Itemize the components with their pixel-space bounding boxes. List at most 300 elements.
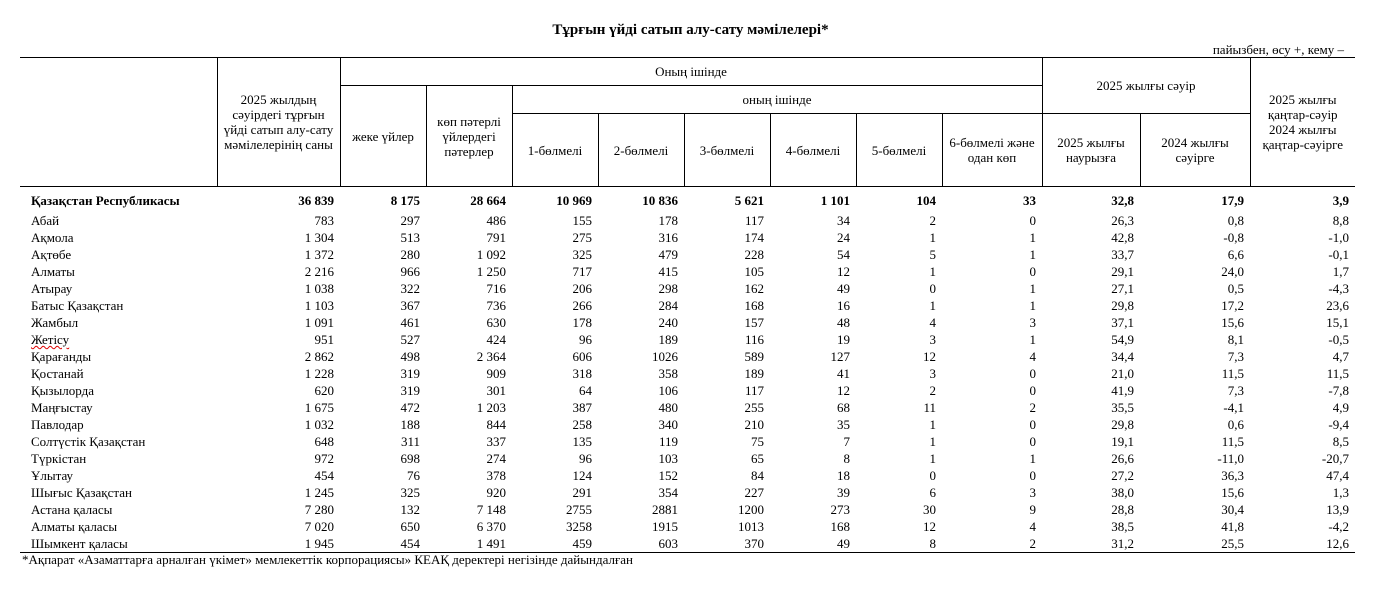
region-name — [20, 331, 217, 348]
rooms-6plus: 4 — [1029, 519, 1036, 534]
private-houses: 367 — [400, 298, 420, 313]
rooms-5: 12 — [923, 349, 936, 364]
apartments: 630 — [486, 315, 506, 330]
vs-april-2024: 30,4 — [1221, 502, 1244, 517]
rooms-1: 124 — [572, 468, 592, 483]
table-row — [20, 331, 1355, 348]
apartments: 909 — [486, 366, 506, 381]
total-count: 1 304 — [304, 230, 334, 245]
rooms-1: 606 — [572, 349, 592, 364]
rooms-2: 340 — [658, 417, 678, 432]
rooms-3: 162 — [744, 281, 764, 296]
rooms-4: 127 — [830, 349, 850, 364]
rooms-3: 168 — [744, 298, 764, 313]
region-name: Шығыс Қазақстан — [31, 485, 132, 500]
total-count: 2 216 — [304, 264, 334, 279]
vs-april-2024: 15,6 — [1221, 485, 1244, 500]
transactions-table — [20, 57, 1355, 553]
header-rooms-2: 2-бөлмелі — [598, 114, 684, 187]
rooms-3: 1013 — [738, 519, 764, 534]
header-apartments: көп пәтерлі үйлердегі пәтерлер — [426, 86, 512, 187]
rooms-2: 316 — [658, 230, 678, 245]
total-count: 1 675 — [304, 400, 334, 415]
private-houses: 132 — [400, 502, 420, 517]
private-houses: 297 — [400, 213, 420, 228]
vs-april-2024: 11,5 — [1221, 434, 1244, 449]
rooms-4: 48 — [837, 315, 850, 330]
vs-march-2025: 32,8 — [1111, 193, 1134, 208]
apartments: 2 364 — [476, 349, 506, 364]
rooms-4: 68 — [837, 400, 850, 415]
rooms-6plus: 9 — [1029, 502, 1036, 517]
region-name: Ұлытау — [31, 468, 74, 483]
rooms-4: 8 — [843, 451, 850, 466]
table-row — [20, 467, 1355, 484]
ytd-change: -20,7 — [1321, 451, 1349, 466]
private-houses: 698 — [400, 451, 420, 466]
ytd-change: 8,5 — [1332, 434, 1349, 449]
rooms-1: 318 — [572, 366, 592, 381]
rooms-2: 479 — [658, 247, 678, 262]
vs-april-2024: 36,3 — [1221, 468, 1244, 483]
table-row — [20, 263, 1355, 280]
total-count: 972 — [314, 451, 334, 466]
total-count: 951 — [314, 332, 334, 347]
rooms-6plus: 0 — [1029, 366, 1036, 381]
rooms-3: 105 — [744, 264, 764, 279]
rooms-4: 12 — [837, 264, 850, 279]
rooms-6plus: 1 — [1029, 332, 1036, 347]
apartments: 716 — [486, 281, 506, 296]
rooms-3: 1200 — [738, 502, 764, 517]
total-count: 620 — [314, 383, 334, 398]
private-houses: 311 — [400, 434, 420, 449]
vs-april-2024: 17,9 — [1221, 193, 1244, 208]
total-count: 648 — [314, 434, 334, 449]
ytd-change: 3,9 — [1332, 193, 1349, 208]
rooms-4: 12 — [837, 383, 850, 398]
table-row — [20, 314, 1355, 331]
table-row — [20, 365, 1355, 382]
apartments: 844 — [486, 417, 506, 432]
vs-april-2024: -0,8 — [1223, 230, 1244, 245]
table-row — [20, 297, 1355, 314]
rooms-6plus: 0 — [1029, 264, 1036, 279]
rooms-6plus: 0 — [1029, 383, 1036, 398]
rooms-2: 354 — [658, 485, 678, 500]
vs-april-2024: 6,6 — [1227, 247, 1244, 262]
region-name: Атырау — [31, 281, 73, 296]
rooms-4: 41 — [837, 366, 850, 381]
total-count: 7 020 — [304, 519, 334, 534]
rooms-2: 10 836 — [642, 193, 678, 208]
rooms-5: 5 — [929, 247, 936, 262]
table-row — [20, 212, 1355, 229]
rooms-4: 7 — [843, 434, 850, 449]
private-houses: 527 — [400, 332, 420, 347]
ytd-change: 15,1 — [1326, 315, 1349, 330]
rooms-1: 64 — [579, 383, 592, 398]
rooms-6plus: 0 — [1029, 434, 1036, 449]
region-name: Ақмола — [31, 230, 74, 245]
rooms-1: 135 — [572, 434, 592, 449]
header-of-which-sub: оның ішінде — [512, 86, 1042, 114]
rooms-1: 387 — [572, 400, 592, 415]
header-of-which: Оның ішінде — [340, 58, 1042, 86]
rooms-1: 96 — [579, 451, 592, 466]
rooms-5: 1 — [929, 417, 936, 432]
rooms-3: 84 — [751, 468, 764, 483]
rooms-1: 258 — [572, 417, 592, 432]
rooms-3: 157 — [744, 315, 764, 330]
rooms-1: 291 — [572, 485, 592, 500]
vs-april-2024: 8,1 — [1227, 332, 1244, 347]
rooms-6plus: 3 — [1029, 315, 1036, 330]
rooms-3: 189 — [744, 366, 764, 381]
apartments: 736 — [486, 298, 506, 313]
ytd-change: 23,6 — [1326, 298, 1349, 313]
total-count: 1 245 — [304, 485, 334, 500]
vs-march-2025: 26,3 — [1111, 213, 1134, 228]
region-name: Маңғыстау — [31, 400, 93, 415]
total-count: 454 — [314, 468, 334, 483]
rooms-2: 1026 — [652, 349, 678, 364]
vs-april-2024: 0,5 — [1227, 281, 1244, 296]
vs-april-2024: 24,0 — [1221, 264, 1244, 279]
rooms-3: 210 — [744, 417, 764, 432]
rooms-4: 34 — [837, 213, 850, 228]
region-name: Астана қаласы — [31, 502, 113, 517]
rooms-5: 1 — [929, 298, 936, 313]
rooms-4: 35 — [837, 417, 850, 432]
region-name: Абай — [31, 213, 60, 228]
vs-march-2025: 42,8 — [1111, 230, 1134, 245]
rooms-6plus: 1 — [1029, 247, 1036, 262]
rooms-5: 11 — [923, 400, 936, 415]
region-name: Павлодар — [31, 417, 84, 432]
rooms-5: 104 — [916, 193, 936, 208]
vs-april-2024: 7,3 — [1227, 383, 1244, 398]
total-count: 1 228 — [304, 366, 334, 381]
rooms-5: 1 — [929, 230, 936, 245]
rooms-5: 8 — [856, 535, 942, 553]
footnote: *Ақпарат «Азаматтарға арналған үкімет» мемлекеттік корпорациясы» КЕАҚ деректері негізінде дайындалған — [22, 552, 633, 567]
vs-april-2024: 7,3 — [1227, 349, 1244, 364]
rooms-1: 275 — [572, 230, 592, 245]
rooms-1: 325 — [572, 247, 592, 262]
rooms-5: 2 — [929, 213, 936, 228]
ytd-change: -7,8 — [1328, 383, 1349, 398]
rooms-1: 10 969 — [556, 193, 592, 208]
table-row — [20, 399, 1355, 416]
region-name: Жамбыл — [31, 315, 79, 330]
apartments: 920 — [486, 485, 506, 500]
rooms-1: 206 — [572, 281, 592, 296]
header-rooms-3: 3-бөлмелі — [684, 114, 770, 187]
region-name: Қарағанды — [31, 349, 92, 364]
vs-april-2024: 0,8 — [1227, 213, 1244, 228]
rooms-3: 117 — [744, 383, 764, 398]
vs-march-2025: 29,8 — [1111, 298, 1134, 313]
vs-march-2025: 19,1 — [1111, 434, 1134, 449]
rooms-5: 1 — [929, 264, 936, 279]
header-ytd: 2025 жылғы қаңтар-сәуір 2024 жылғы қаңтар-сәуірге — [1250, 58, 1355, 187]
vs-march-2025: 34,4 — [1111, 349, 1134, 364]
rooms-6plus: 0 — [1029, 468, 1036, 483]
ytd-change: -9,4 — [1328, 417, 1349, 432]
rooms-2: 415 — [658, 264, 678, 279]
table-row — [20, 433, 1355, 450]
private-houses: 650 — [400, 519, 420, 534]
apartments: 1 092 — [476, 247, 506, 262]
region-name: Қызылорда — [31, 383, 94, 398]
ytd-change: 4,9 — [1332, 400, 1349, 415]
vs-april-2024: 25,5 — [1140, 535, 1250, 553]
ytd-change: -1,0 — [1328, 230, 1349, 245]
private-houses: 8 175 — [390, 193, 420, 208]
rooms-2: 240 — [658, 315, 678, 330]
rooms-6plus: 3 — [1029, 485, 1036, 500]
vs-april-2024: 11,5 — [1221, 366, 1244, 381]
rooms-6plus: 0 — [1029, 417, 1036, 432]
rooms-6plus: 4 — [1029, 349, 1036, 364]
rooms-3: 174 — [744, 230, 764, 245]
units-note: пайызбен, өсу +, кему – — [1212, 42, 1344, 57]
header-rooms-6plus: 6-бөлмелі және одан көп — [942, 114, 1042, 187]
region-name: Ақтөбе — [31, 247, 72, 262]
vs-march-2025: 21,0 — [1111, 366, 1134, 381]
rooms-5: 0 — [929, 468, 936, 483]
private-houses: 319 — [400, 366, 420, 381]
rooms-3: 228 — [744, 247, 764, 262]
rooms-2: 119 — [658, 434, 678, 449]
private-houses: 472 — [400, 400, 420, 415]
rooms-1: 178 — [572, 315, 592, 330]
rooms-1: 2755 — [566, 502, 592, 517]
rooms-6plus: 1 — [1029, 298, 1036, 313]
rooms-3: 370 — [684, 535, 770, 553]
vs-march-2025: 35,5 — [1111, 400, 1134, 415]
ytd-change: 4,7 — [1332, 349, 1349, 364]
table-body — [20, 187, 1355, 553]
apartments: 1 203 — [476, 400, 506, 415]
private-houses: 325 — [400, 485, 420, 500]
table-row — [20, 348, 1355, 365]
rooms-4: 16 — [837, 298, 850, 313]
region-name: Қостанай — [31, 366, 84, 381]
apartments: 6 370 — [476, 519, 506, 534]
vs-march-2025: 41,9 — [1111, 383, 1134, 398]
rooms-2: 298 — [658, 281, 678, 296]
rooms-5: 2 — [929, 383, 936, 398]
rooms-6plus: 1 — [1029, 281, 1036, 296]
document-title: Тұрғын үйді сатып алу-сату мәмілелері* — [552, 22, 829, 38]
vs-april-2024: -4,1 — [1223, 400, 1244, 415]
rooms-4: 19 — [837, 332, 850, 347]
rooms-6plus: 0 — [1029, 213, 1036, 228]
private-houses: 188 — [400, 417, 420, 432]
ytd-change: -0,1 — [1328, 247, 1349, 262]
table-row — [20, 280, 1355, 297]
private-houses: 454 — [340, 535, 426, 553]
total-count: 2 862 — [304, 349, 334, 364]
total-count: 1 032 — [304, 417, 334, 432]
vs-march-2025: 33,7 — [1111, 247, 1134, 262]
rooms-4: 18 — [837, 468, 850, 483]
rooms-1: 3258 — [566, 519, 592, 534]
ytd-change: -4,2 — [1328, 519, 1349, 534]
rooms-6plus: 1 — [1029, 451, 1036, 466]
rooms-6plus: 33 — [1023, 193, 1036, 208]
apartments: 7 148 — [476, 502, 506, 517]
vs-march-2025: 37,1 — [1111, 315, 1134, 330]
rooms-3: 589 — [744, 349, 764, 364]
apartments: 791 — [486, 230, 506, 245]
private-houses: 498 — [400, 349, 420, 364]
table-row — [20, 518, 1355, 535]
region-name: Шымкент қаласы — [20, 535, 217, 553]
rooms-2: 106 — [658, 383, 678, 398]
ytd-change: -4,3 — [1328, 281, 1349, 296]
rooms-4: 39 — [837, 485, 850, 500]
total-count: 1 038 — [304, 281, 334, 296]
rooms-1: 155 — [572, 213, 592, 228]
table-row — [20, 382, 1355, 399]
rooms-1: 459 — [512, 535, 598, 553]
total-count: 1 091 — [304, 315, 334, 330]
vs-april-2024: 0,6 — [1227, 417, 1244, 432]
ytd-change: 13,9 — [1326, 502, 1349, 517]
apartments: 337 — [486, 434, 506, 449]
region-name-text: Жетісу — [31, 332, 70, 347]
rooms-3: 75 — [751, 434, 764, 449]
region-name: Алматы — [31, 264, 75, 279]
private-houses: 461 — [400, 315, 420, 330]
header-rooms-5: 5-бөлмелі — [856, 114, 942, 187]
apartments: 301 — [486, 383, 506, 398]
vs-april-2024: 15,6 — [1221, 315, 1244, 330]
ytd-change: 47,4 — [1326, 468, 1349, 483]
header-region — [20, 58, 217, 187]
vs-march-2025: 38,5 — [1111, 519, 1134, 534]
rooms-2: 178 — [658, 213, 678, 228]
rooms-4: 49 — [770, 535, 856, 553]
private-houses: 76 — [407, 468, 420, 483]
rooms-4: 168 — [830, 519, 850, 534]
vs-march-2025: 27,2 — [1111, 468, 1134, 483]
total-count: 1 103 — [304, 298, 334, 313]
region-name: Түркістан — [31, 451, 87, 466]
ytd-change: 1,7 — [1332, 264, 1349, 279]
rooms-4: 54 — [837, 247, 850, 262]
vs-march-2025: 31,2 — [1042, 535, 1140, 553]
private-houses: 966 — [400, 264, 420, 279]
rooms-3: 117 — [744, 213, 764, 228]
rooms-3: 5 621 — [734, 193, 764, 208]
rooms-2: 480 — [658, 400, 678, 415]
apartments: 274 — [486, 451, 506, 466]
region-name: Алматы қаласы — [31, 519, 118, 534]
header-vs-march-2025: 2025 жылғы наурызға — [1042, 114, 1140, 187]
rooms-3: 116 — [744, 332, 764, 347]
rooms-6plus: 2 — [942, 535, 1042, 553]
rooms-5: 3 — [929, 366, 936, 381]
table-row-total — [20, 187, 1355, 213]
rooms-2: 189 — [658, 332, 678, 347]
vs-march-2025: 28,8 — [1111, 502, 1134, 517]
private-houses: 319 — [400, 383, 420, 398]
rooms-3: 255 — [744, 400, 764, 415]
header-april-2025: 2025 жылғы сәуір — [1042, 58, 1250, 114]
apartments: 424 — [486, 332, 506, 347]
total-count: 7 280 — [304, 502, 334, 517]
apartments: 28 664 — [470, 193, 506, 208]
ytd-change: -0,5 — [1328, 332, 1349, 347]
header-rooms-4: 4-бөлмелі — [770, 114, 856, 187]
table-row — [20, 501, 1355, 518]
rooms-6plus: 1 — [1029, 230, 1036, 245]
apartments: 1 250 — [476, 264, 506, 279]
ytd-change: 11,5 — [1326, 366, 1349, 381]
rooms-2: 2881 — [652, 502, 678, 517]
header-private-houses: жеке үйлер — [340, 86, 426, 187]
ytd-change: 8,8 — [1332, 213, 1349, 228]
rooms-3: 227 — [744, 485, 764, 500]
rooms-6plus: 2 — [1029, 400, 1036, 415]
rooms-5: 3 — [929, 332, 936, 347]
total-count: 1 372 — [304, 247, 334, 262]
vs-march-2025: 29,8 — [1111, 417, 1134, 432]
rooms-4: 49 — [837, 281, 850, 296]
vs-march-2025: 54,9 — [1111, 332, 1134, 347]
rooms-5: 1 — [929, 451, 936, 466]
table-row — [20, 535, 1355, 553]
table-row — [20, 246, 1355, 263]
rooms-5: 0 — [929, 281, 936, 296]
table-row — [20, 484, 1355, 501]
rooms-4: 273 — [830, 502, 850, 517]
apartments: 378 — [486, 468, 506, 483]
vs-march-2025: 26,6 — [1111, 451, 1134, 466]
table-row — [20, 229, 1355, 246]
private-houses: 280 — [400, 247, 420, 262]
total-count: 36 839 — [298, 193, 334, 208]
rooms-2: 152 — [658, 468, 678, 483]
region-name: Солтүстік Қазақстан — [31, 434, 146, 449]
rooms-5: 30 — [923, 502, 936, 517]
rooms-2: 603 — [598, 535, 684, 553]
vs-april-2024: 17,2 — [1221, 298, 1244, 313]
total-count: 1 945 — [217, 535, 340, 553]
table-row — [20, 450, 1355, 467]
rooms-2: 1915 — [652, 519, 678, 534]
rooms-1: 717 — [572, 264, 592, 279]
vs-april-2024: -11,0 — [1217, 451, 1244, 466]
header-total-count: 2025 жылдың сәуірдегі тұрғын үйді сатып алу-сату мәмілелерінің саны — [217, 58, 340, 187]
rooms-5: 6 — [929, 485, 936, 500]
rooms-4: 24 — [837, 230, 850, 245]
rooms-1: 96 — [579, 332, 592, 347]
total-count: 783 — [314, 213, 334, 228]
vs-march-2025: 38,0 — [1111, 485, 1134, 500]
apartments: 486 — [486, 213, 506, 228]
private-houses: 322 — [400, 281, 420, 296]
rooms-4: 1 101 — [820, 193, 850, 208]
rooms-2: 358 — [658, 366, 678, 381]
rooms-5: 4 — [929, 315, 936, 330]
rooms-5: 1 — [929, 434, 936, 449]
vs-april-2024: 41,8 — [1221, 519, 1244, 534]
